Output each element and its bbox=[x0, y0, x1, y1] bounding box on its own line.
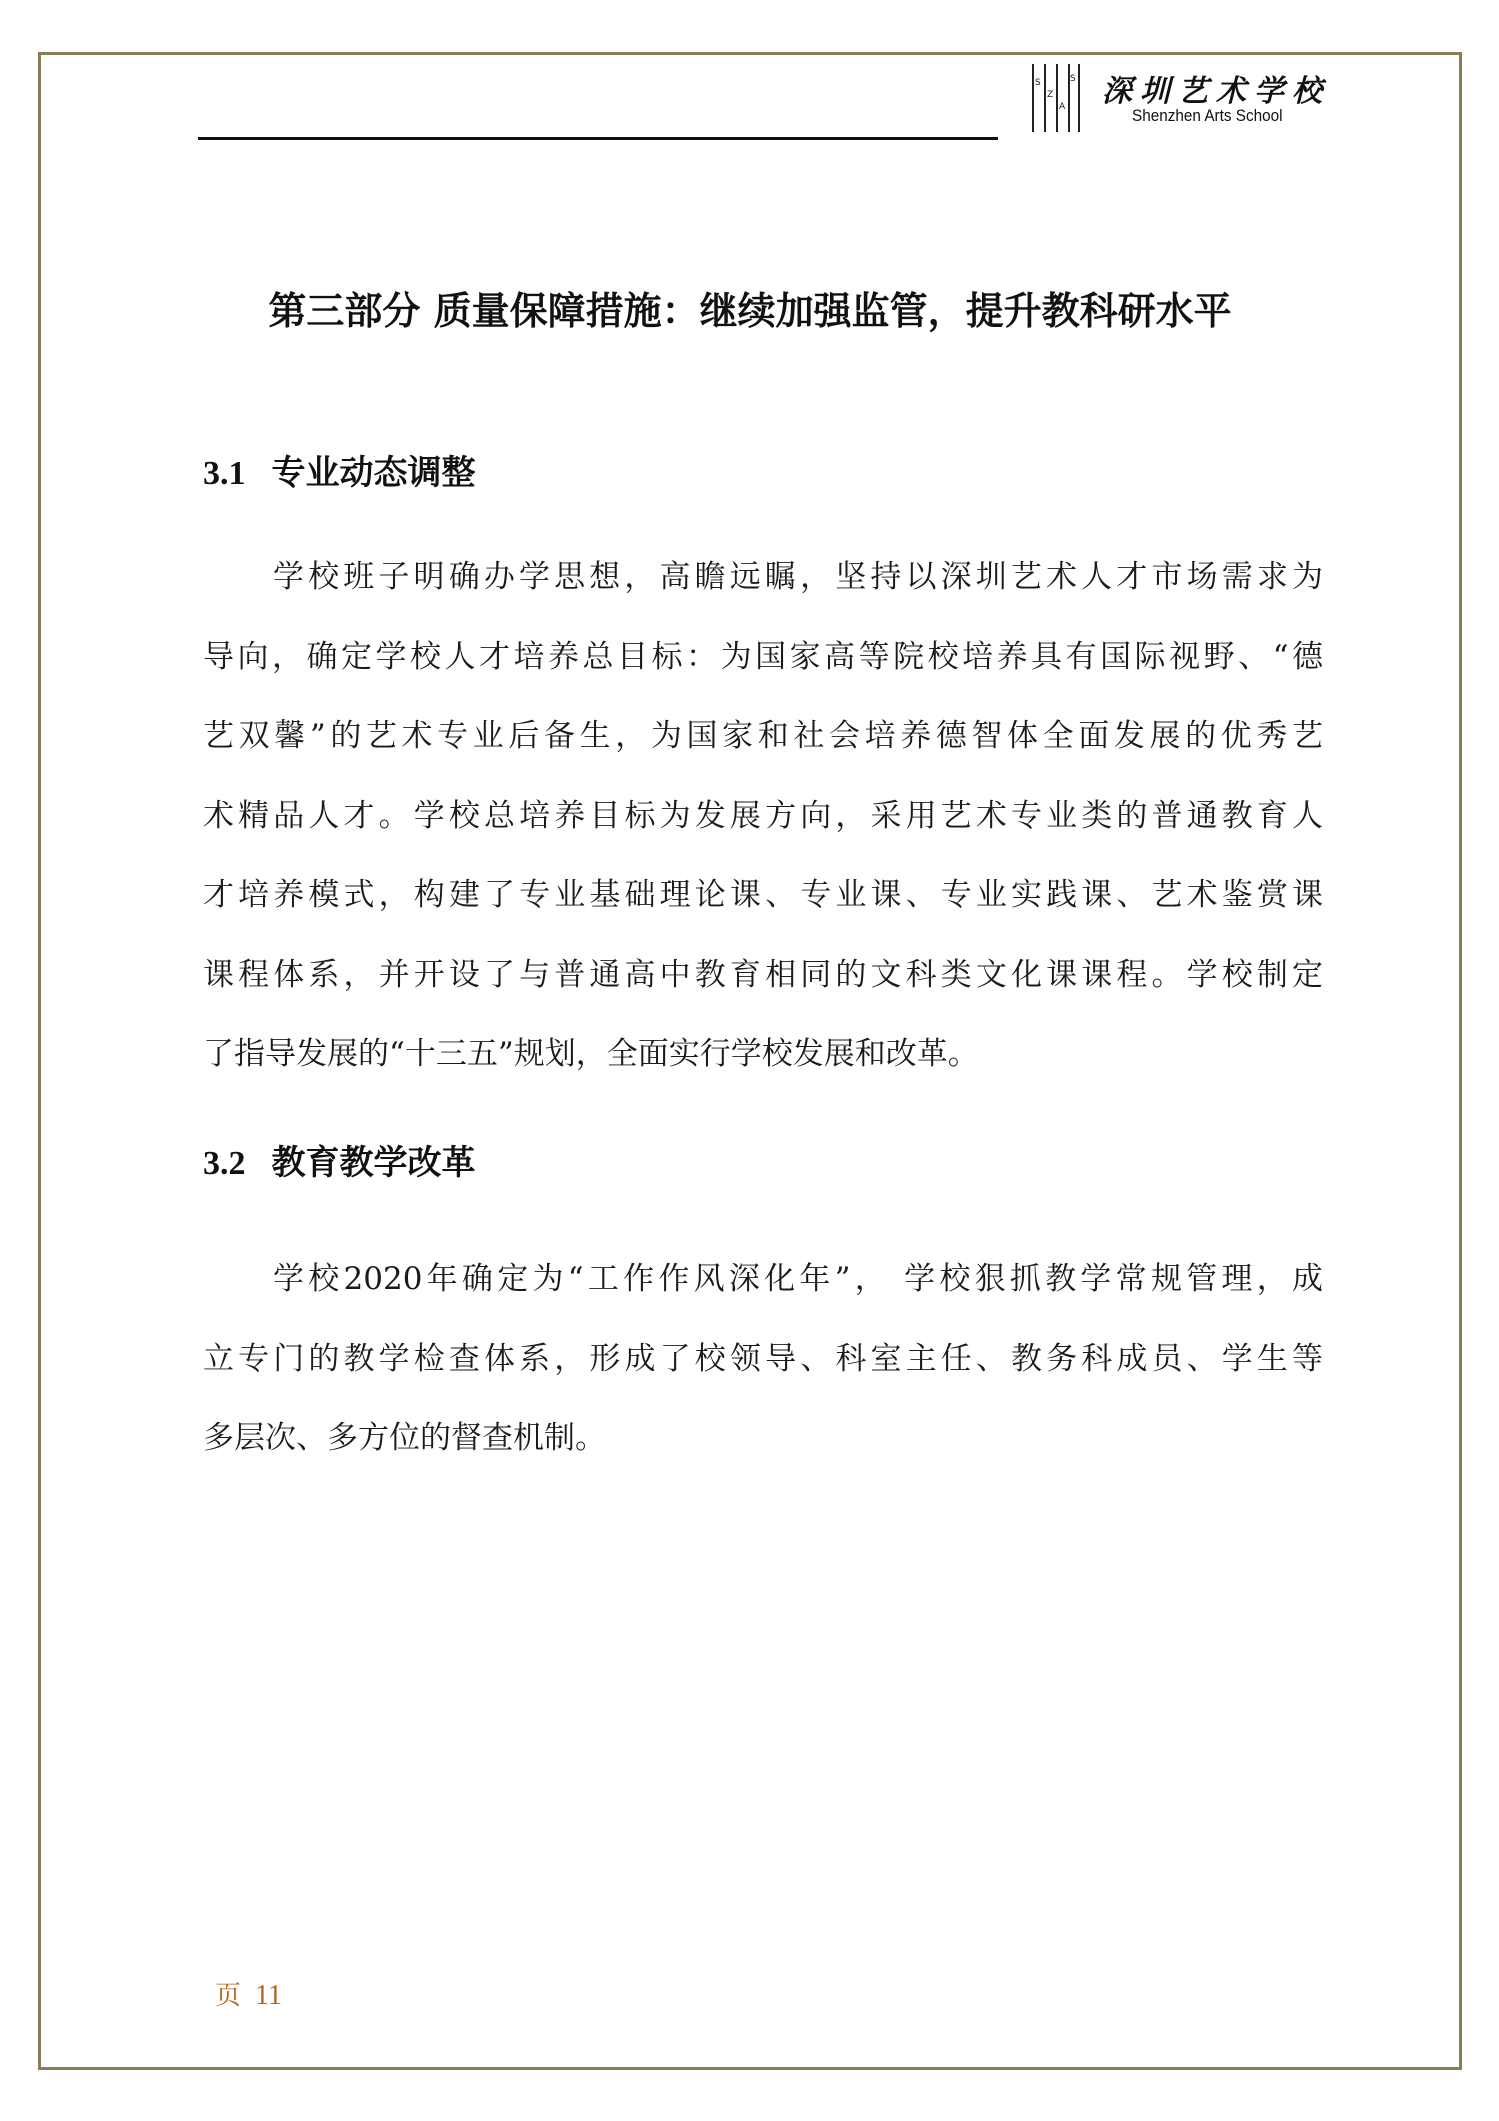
paragraph-line: 术精品人才。学校总培养目标为发展方向，采用艺术专业类的普通教育人 bbox=[203, 797, 1323, 834]
paragraph-line: 才培养模式，构建了专业基础理论课、专业课、专业实践课、艺术鉴赏课 bbox=[203, 877, 1323, 913]
paragraph-line: 课程体系，并开设了与普通高中教育相同的文科类文化课课程。学校制定 bbox=[203, 956, 1323, 993]
section-title: 教育教学改革 bbox=[271, 1143, 476, 1183]
paragraph-line: 立专门的教学检查体系，形成了校领导、科室主任、教务科成员、学生等 bbox=[203, 1340, 1323, 1377]
section-title: 专业动态调整 bbox=[271, 453, 476, 493]
logo-mark-letter: Z bbox=[1047, 90, 1054, 100]
page-number-footer bbox=[215, 1975, 282, 2012]
page-number: 11 bbox=[255, 1980, 282, 2011]
logo-mark-letter: S bbox=[1070, 74, 1076, 84]
paragraph-line: 导向，确定学校人才培养总目标：为国家高等院校培养具有国际视野、“德 bbox=[203, 638, 1323, 675]
logo-mark-icon bbox=[1032, 64, 1080, 132]
section-heading-3-1 bbox=[203, 445, 476, 494]
paragraph-line: 多层次、多方位的督查机制。 bbox=[203, 1420, 606, 1456]
section-number: 3.2 bbox=[203, 1145, 246, 1182]
section-heading-3-2 bbox=[203, 1135, 476, 1184]
section-3-1-paragraph bbox=[203, 538, 1323, 1095]
paragraph-line: 了指导发展的“十三五”规划，全面实行学校发展和改革。 bbox=[203, 1036, 979, 1072]
school-logo bbox=[1032, 60, 1332, 140]
paragraph-line: 学校2020年确定为“工作作风深化年”， 学校狠抓教学常规管理，成 bbox=[273, 1261, 1323, 1297]
paragraph-line: 艺双馨”的艺术专业后备生，为国家和社会培养德智体全面发展的优秀艺 bbox=[203, 718, 1323, 754]
part-title: 第三部分 质量保障措施：继续加强监管，提升教科研水平 bbox=[268, 289, 1232, 333]
header-rule bbox=[198, 137, 998, 140]
page-label: 页 bbox=[215, 1981, 242, 2011]
section-3-2-paragraph bbox=[203, 1240, 1323, 1479]
section-number: 3.1 bbox=[203, 455, 246, 492]
logo-chinese-name: 深圳艺术学校 bbox=[1102, 74, 1330, 109]
logo-english-name: Shenzhen Arts School bbox=[1132, 106, 1283, 125]
logo-mark-letter: S bbox=[1035, 78, 1041, 88]
logo-mark-letter: A bbox=[1059, 102, 1066, 112]
paragraph-line: 学校班子明确办学思想，高瞻远瞩，坚持以深圳艺术人才市场需求为 bbox=[273, 559, 1323, 595]
